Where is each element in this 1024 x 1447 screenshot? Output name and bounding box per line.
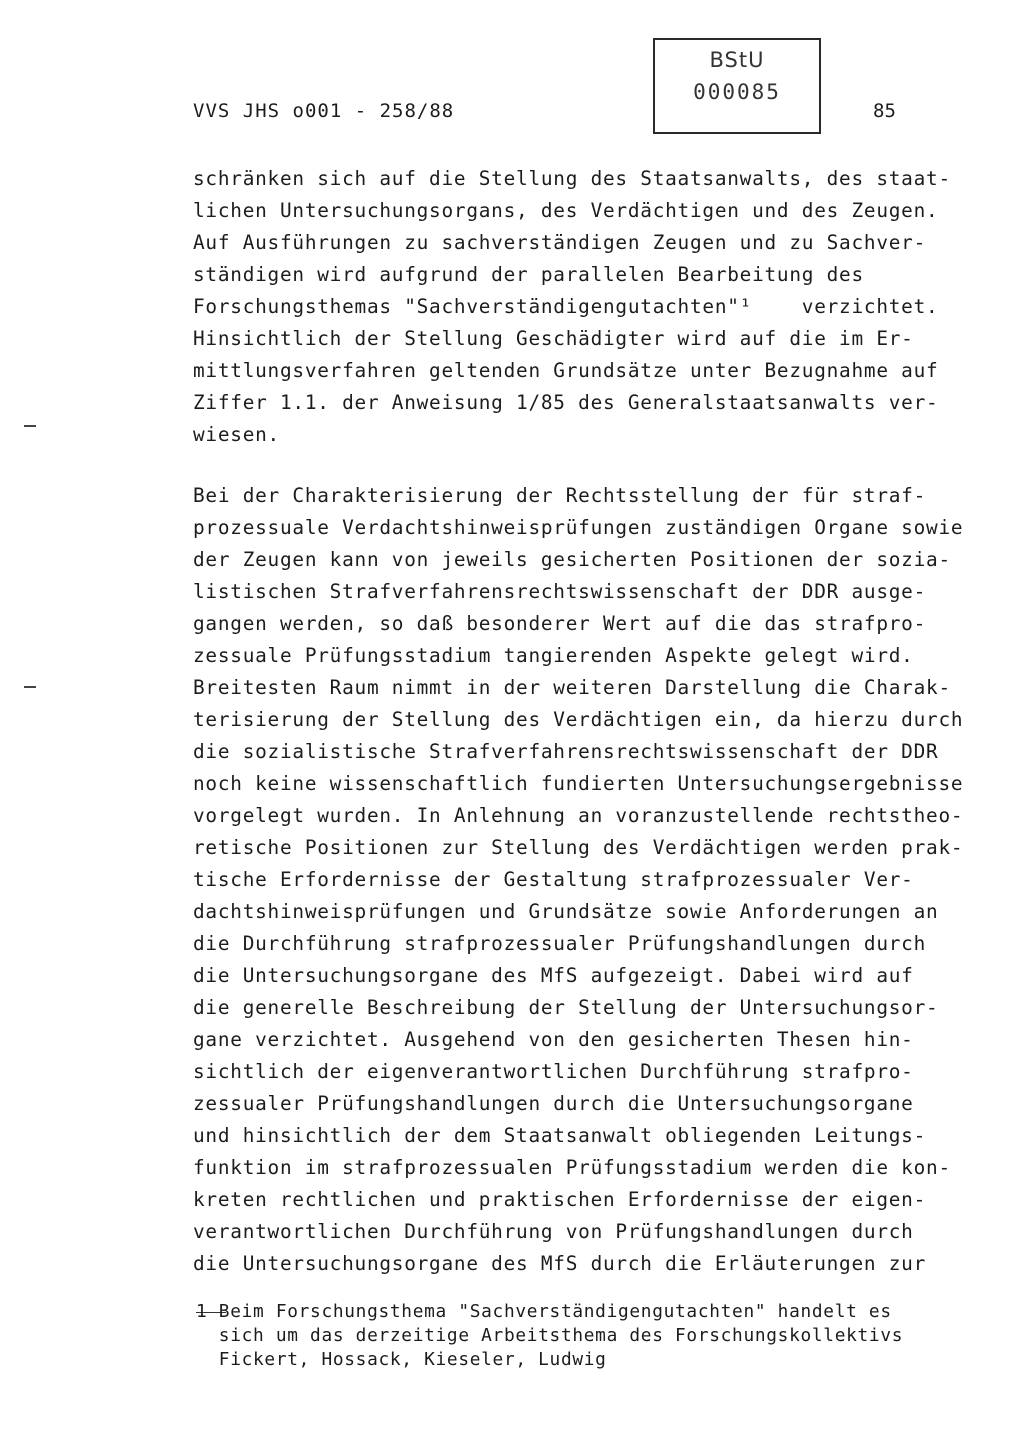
text-line: zessualer Prüfungshandlungen durch die Untersuchungsorgane <box>193 1092 914 1115</box>
text-line: Bei der Charakterisierung der Rechtsstellung der für straf- <box>193 484 927 507</box>
text-line: gane verzichtet. Ausgehend von den gesicherten Thesen hin- <box>193 1028 914 1051</box>
text-line: Auf Ausführungen zu sachverständigen Zeugen und zu Sachver- <box>193 231 927 254</box>
text-line: die Durchführung strafprozessualer Prüfungshandlungen durch <box>193 932 927 955</box>
footnote-line: Fickert, Hossack, Kieseler, Ludwig <box>196 1349 607 1370</box>
text-line: terisierung der Stellung des Verdächtigen ein, da hierzu durch <box>193 708 964 731</box>
text-line: Ziffer 1.1. der Anweisung 1/85 des Generalstaatsanwalts ver- <box>193 391 939 414</box>
text-line: die Untersuchungsorgane des MfS aufgezeigt. Dabei wird auf <box>193 964 914 987</box>
text-line: funktion im strafprozessualen Prüfungsstadium werden die kon- <box>193 1156 951 1179</box>
text-line: mittlungsverfahren geltenden Grundsätze unter Bezugnahme auf <box>193 359 939 382</box>
text-line: lichen Untersuchungsorgans, des Verdächtigen und des Zeugen. <box>193 199 939 222</box>
text-line: tische Erfordernisse der Gestaltung strafprozessualer Ver- <box>193 868 914 891</box>
text-line: zessuale Prüfungsstadium tangierenden Aspekte gelegt wird. <box>193 644 914 667</box>
text-line: vorgelegt wurden. In Anlehnung an voranzustellende rechtstheo- <box>193 804 964 827</box>
text-line: gangen werden, so daß besonderer Wert auf die das strafpro- <box>193 612 927 635</box>
text-line: retische Positionen zur Stellung des Verdächtigen werden prak- <box>193 836 964 859</box>
text-line: die generelle Beschreibung der Stellung der Untersuchungsor- <box>193 996 939 1019</box>
text-line: schränken sich auf die Stellung des Staatsanwalts, des staat- <box>193 167 951 190</box>
stamp-number: 000085 <box>693 80 781 104</box>
text-line: noch keine wissenschaftlich fundierten Untersuchungsergebnisse <box>193 772 964 795</box>
margin-mark <box>24 686 36 688</box>
text-line: die sozialistische Strafverfahrensrechtswissenschaft der DDR <box>193 740 939 763</box>
stamp-label: BStU <box>709 48 765 72</box>
margin-mark <box>24 425 36 427</box>
text-line: dachtshinweisprüfungen und Grundsätze sowie Anforderungen an <box>193 900 939 923</box>
page-number: 85 <box>873 100 896 122</box>
document-reference: VVS JHS o001 - 258/88 <box>193 100 455 122</box>
text-line: Hinsichtlich der Stellung Geschädigter wird auf die im Er- <box>193 327 914 350</box>
text-line: der Zeugen kann von jeweils gesicherten Positionen der sozia- <box>193 548 951 571</box>
text-line: sichtlich der eigenverantwortlichen Durchführung strafpro- <box>193 1060 914 1083</box>
text-line: listischen Strafverfahrensrechtswissenschaft der DDR ausge- <box>193 580 927 603</box>
text-line: Forschungsthemas "Sachverständigengutachten"¹ verzichtet. <box>193 295 939 318</box>
text-line: kreten rechtlichen und praktischen Erfordernisse der eigen- <box>193 1188 927 1211</box>
text-line: die Untersuchungsorgane des MfS durch die Erläuterungen zur <box>193 1252 927 1275</box>
text-line: wiesen. <box>193 423 280 446</box>
text-line: und hinsichtlich der dem Staatsanwalt obliegenden Leitungs- <box>193 1124 927 1147</box>
text-line: prozessuale Verdachtshinweisprüfungen zuständigen Organe sowie <box>193 516 964 539</box>
footnote-line: sich um das derzeitige Arbeitsthema des Forschungskollektivs <box>196 1325 904 1346</box>
text-line: ständigen wird aufgrund der parallelen Bearbeitung des <box>193 263 864 286</box>
text-line: Breitesten Raum nimmt in der weiteren Darstellung die Charak- <box>193 676 951 699</box>
archive-stamp <box>653 38 821 134</box>
footnote-line: 1 Beim Forschungsthema "Sachverständigengutachten" handelt es <box>196 1301 892 1322</box>
text-line: verantwortlichen Durchführung von Prüfungshandlungen durch <box>193 1220 914 1243</box>
